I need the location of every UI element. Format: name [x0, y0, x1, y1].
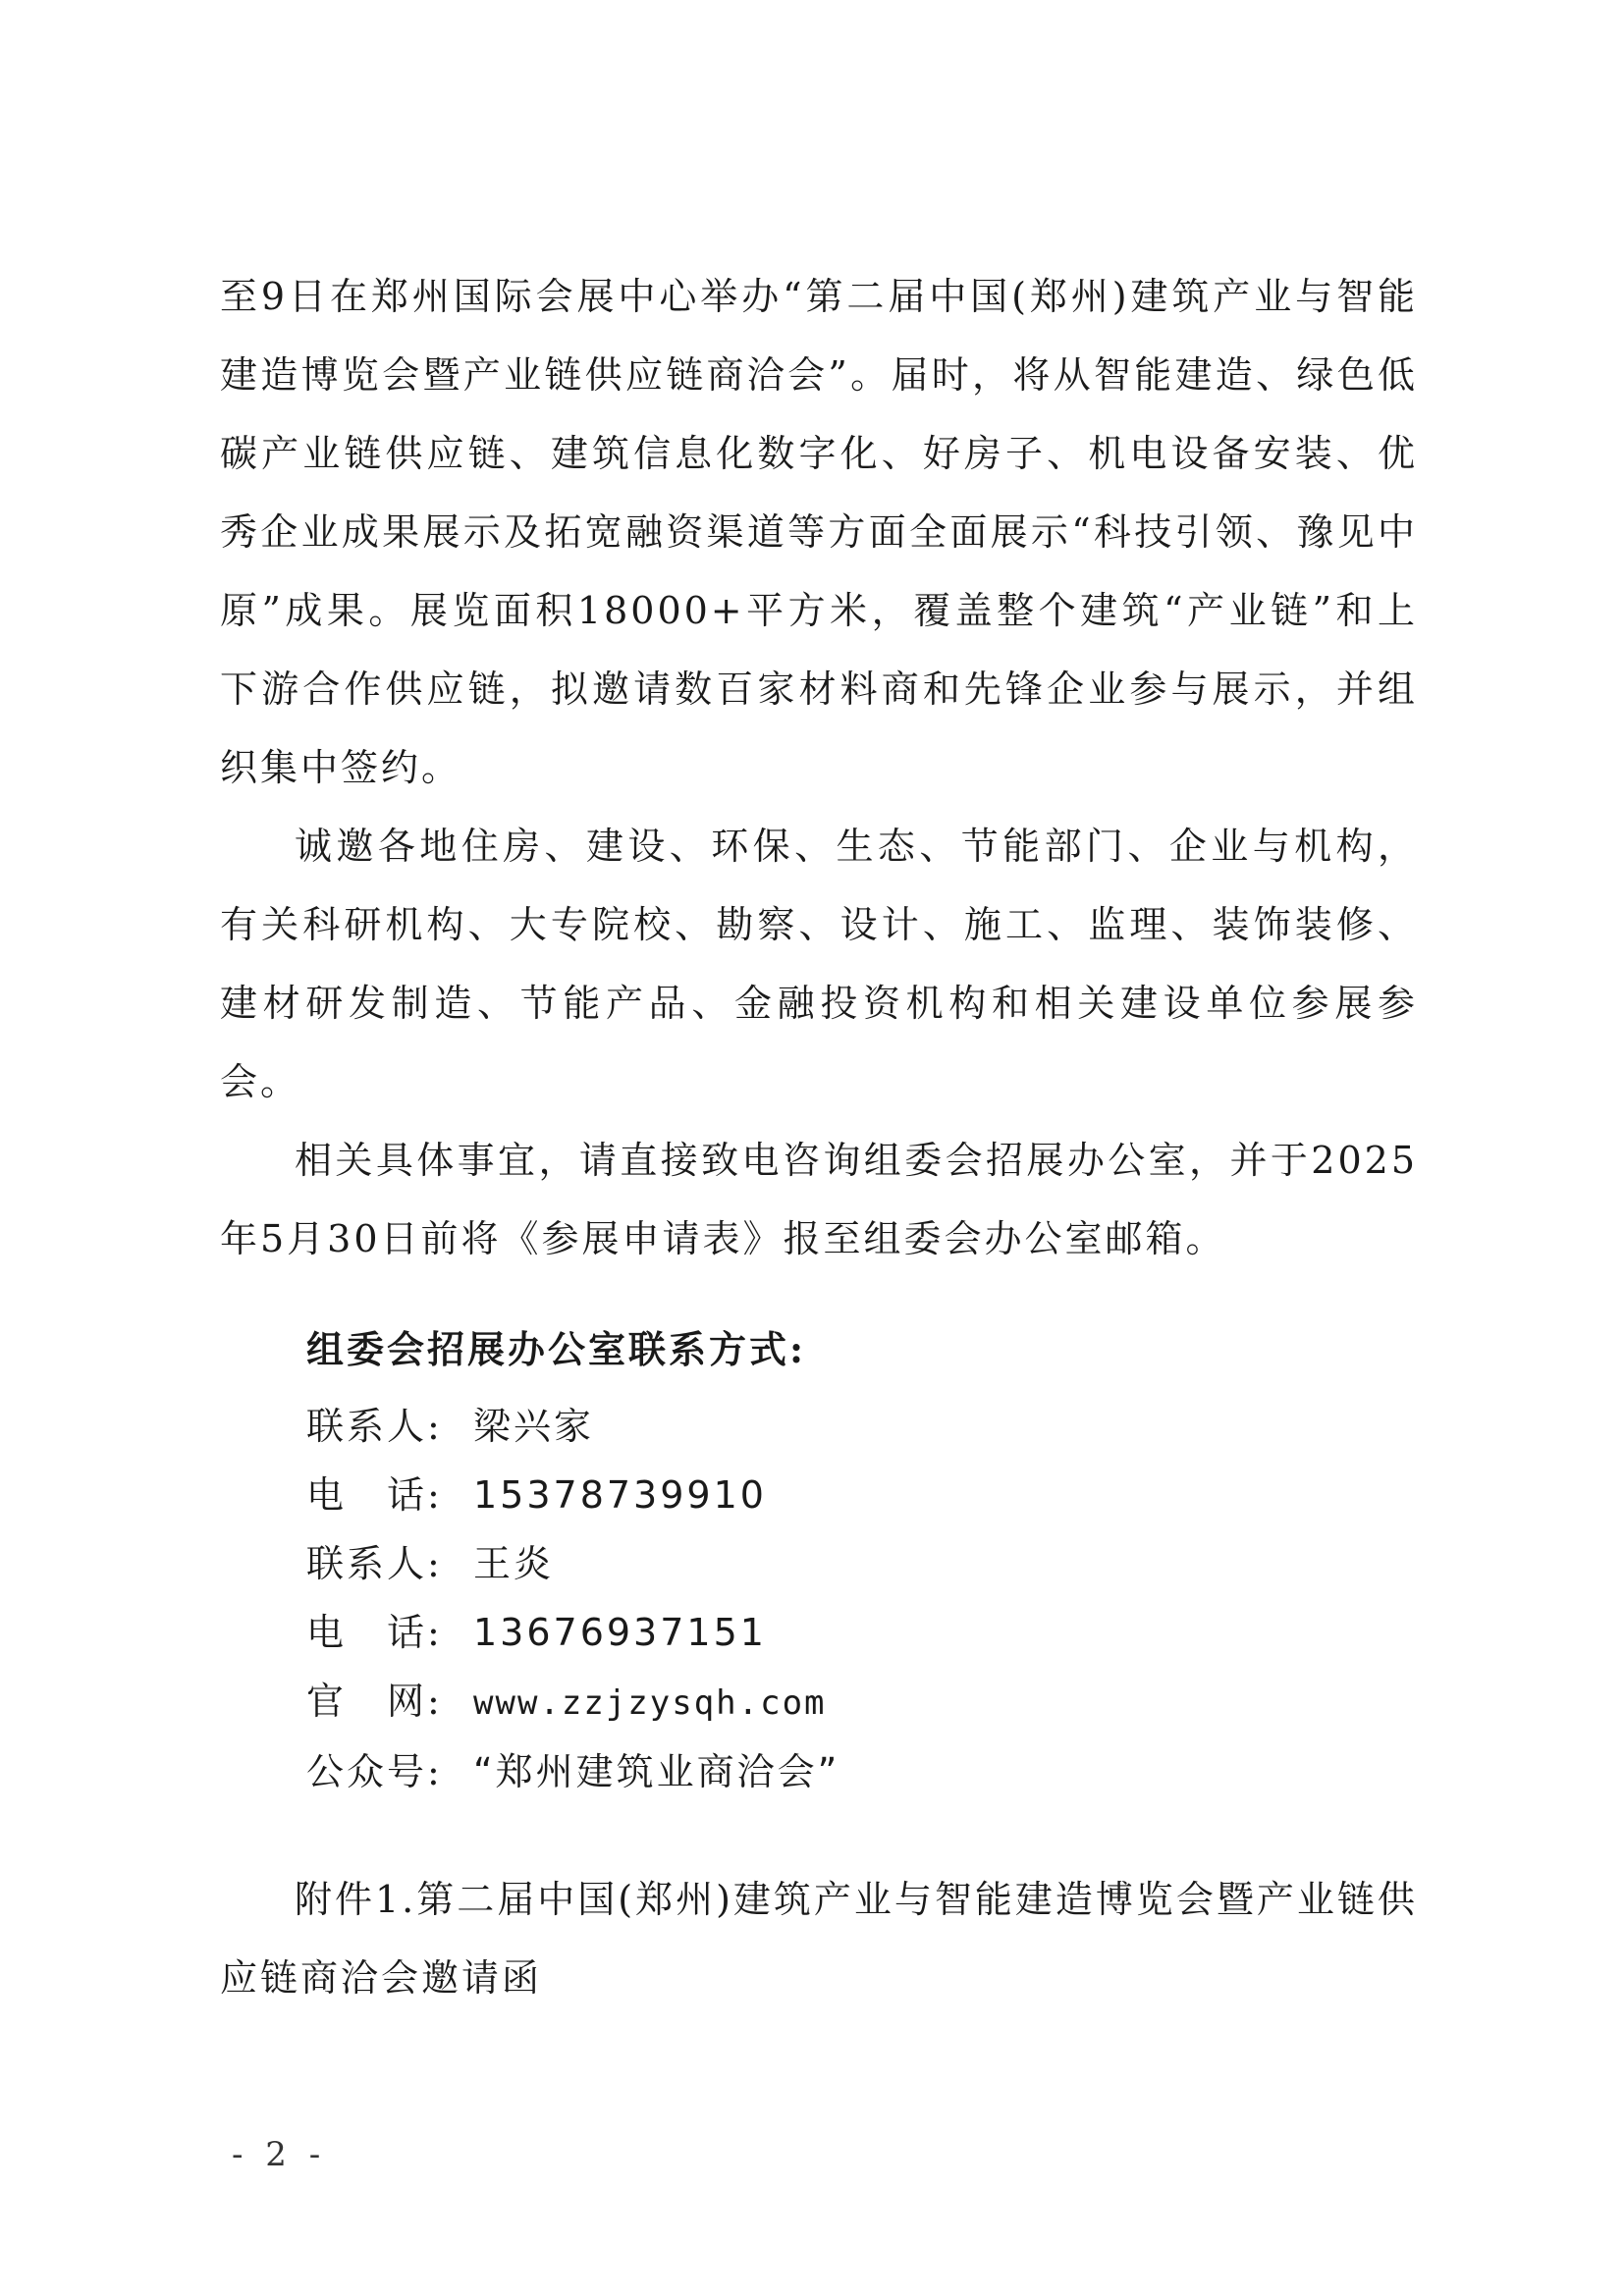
contact-label: 电 话:: [306, 1473, 443, 1517]
contact-label: 公众号:: [306, 1750, 443, 1793]
contact-label: 联系人:: [306, 1405, 443, 1448]
contact-row-website: [306, 1667, 839, 1737]
contact-heading: 组委会招展办公室联系方式:: [306, 1327, 807, 1371]
contact-value: “郑州建筑业商洽会”: [473, 1750, 840, 1793]
paragraph-invitation: 诚邀各地住房、建设、环保、生态、节能部门、企业与机构，有关科研机构、大专院校、勘察、设计、施工、监理、装饰装修、建材研发制造、节能产品、金融投资机构和相关建设单位参展参会。: [220, 825, 1418, 1103]
paragraph-registration: 相关具体事宜，请直接致电咨询组委会招展办公室，并于2025年5月30日前将《参展申请表》报至组委会办公室邮箱。: [220, 1139, 1418, 1260]
contact-label: 联系人:: [306, 1542, 443, 1585]
contact-row-person-2: [306, 1529, 839, 1598]
contact-row-phone-2: [306, 1598, 839, 1667]
contact-value: 13676937151: [473, 1611, 767, 1654]
page-number: - 2 -: [232, 2135, 327, 2174]
paragraph-exhibition-intro: 至9日在郑州国际会展中心举办“第二届中国(郑州)建筑产业与智能建造博览会暨产业链供应链商洽会”。届时，将从智能建造、绿色低碳产业链供应链、建筑信息化数字化、好房子、机电设备安装、优秀企业成果展示及拓宽融资渠道等方面全面展示“科技引领、豫见中原”成果。展览面积18000+平方米，覆盖整个建筑“产业链”和上下游合作供应链，拟邀请数百家材料商和先锋企业参与展示，并组织集中签约。: [220, 275, 1418, 789]
contact-value: 15378739910: [473, 1473, 767, 1517]
contact-label: 电 话:: [306, 1611, 443, 1654]
contact-section: [306, 1315, 839, 1806]
contact-value: 梁兴家: [473, 1405, 595, 1448]
website-link[interactable]: www.zzjzysqh.com: [473, 1683, 827, 1723]
contact-value: 王炎: [473, 1542, 555, 1585]
contact-label: 官 网:: [306, 1680, 443, 1723]
attachment-note: 附件1.第二届中国(郑州)建筑产业与智能建造博览会暨产业链供应链商洽会邀请函: [220, 1878, 1418, 2000]
contact-row-person-1: [306, 1392, 839, 1461]
body-text: [220, 257, 1418, 1278]
contact-row-wechat: [306, 1737, 839, 1806]
contact-row-phone-1: [306, 1461, 839, 1529]
